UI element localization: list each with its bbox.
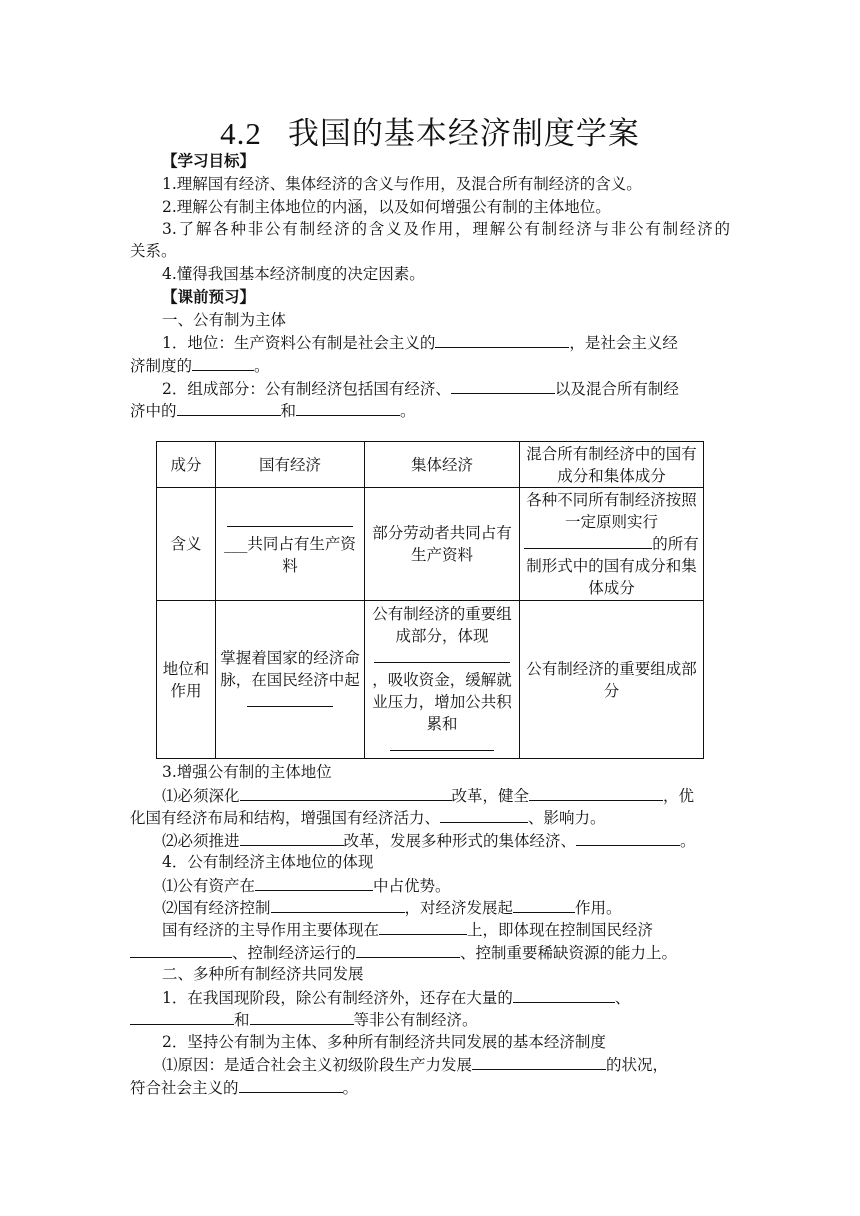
text-line: 济制度的 。 (130, 354, 730, 377)
text-line: ⑵国有经济控制 ，对经济发展起 作用。 (130, 896, 730, 919)
section-heading: 二、多种所有制经济共同发展 (162, 965, 364, 983)
fill-blank[interactable] (271, 896, 405, 913)
table-cell: 掌握着国家的经济命脉，在国民经济中起 (216, 601, 365, 759)
section-heading: 一、公有制为主体 (162, 311, 287, 329)
fill-blank[interactable] (130, 941, 232, 958)
fill-blank[interactable] (227, 512, 353, 527)
fill-blank[interactable] (524, 534, 652, 549)
title-text: 我国的基本经济制度学案 (287, 116, 640, 152)
fill-blank[interactable] (576, 829, 680, 846)
fill-blank[interactable] (472, 1053, 606, 1070)
fill-blank[interactable] (177, 399, 281, 416)
fill-blank[interactable] (374, 648, 510, 663)
text-line: ⑵必须推进 改革，发展多种形式的集体经济、 。 (130, 829, 730, 852)
table-row (157, 601, 704, 759)
fill-blank[interactable] (296, 399, 400, 416)
table-cell: 公有制经济的重要组成部分 (520, 601, 704, 759)
row-label: 地位和作用 (157, 601, 216, 759)
goal-item: 1.理解国有经济、集体经济的含义与作用，及混合所有制经济的含义。 (162, 175, 642, 193)
text-line: ⑴必须深化 改革，健全 ，优 (130, 784, 730, 807)
table-cell: ___共同占有生产资料 (216, 488, 365, 601)
fill-blank[interactable] (239, 1076, 343, 1093)
table-header: 国有经济 (216, 442, 365, 488)
fill-blank[interactable] (390, 736, 494, 751)
fill-blank[interactable] (513, 896, 575, 913)
section-heading: 4．公有制经济主体地位的体现 (162, 853, 374, 871)
preview-heading: 【课前预习】 (162, 287, 256, 306)
table-cell: 公有制经济的重要组成部分，体现 ，吸收资金，缓解就业压力，增加公共积累和 (365, 601, 520, 759)
text-line: 国有经济的主导作用主要体现在 上，即体现在控制国民经济 (130, 918, 730, 941)
goal-item: 关系。 (130, 242, 177, 260)
section-heading: 3.增强公有制的主体地位 (162, 763, 332, 781)
fill-blank[interactable] (240, 784, 452, 801)
fill-blank[interactable] (255, 874, 373, 891)
goals-heading: 【学习目标】 (162, 151, 256, 170)
fill-blank[interactable] (529, 784, 663, 801)
text-line: 2．组成部分：公有制经济包括国有经济、 以及混合所有制经 (130, 377, 730, 400)
row-label: 含义 (157, 488, 216, 601)
fill-blank[interactable] (513, 986, 615, 1003)
fill-blank[interactable] (379, 918, 467, 935)
comparison-table (156, 441, 704, 759)
table-header: 集体经济 (365, 442, 520, 488)
text-line: 济中的 和 。 (130, 399, 730, 422)
goal-item: 3.了解各种非公有制经济的含义及作用，理解公有制经济与非公有制经济的 (162, 220, 730, 238)
fill-blank[interactable] (440, 806, 528, 823)
goal-item: 4.懂得我国基本经济制度的决定因素。 (162, 265, 425, 283)
table-cell: 部分劳动者共同占有生产资料 (365, 488, 520, 601)
document-title (130, 108, 730, 153)
table-row (157, 488, 704, 601)
fill-blank[interactable] (435, 331, 569, 348)
text-line: 1．地位：生产资料公有制是社会主义的 ，是社会主义经 (130, 331, 730, 354)
table-header-row (157, 442, 704, 488)
text-line: 化国有经济布局和结构，增强国有经济活力、 、影响力。 (130, 806, 730, 829)
title-number: 4.2 (220, 116, 262, 151)
table-header: 混合所有制经济中的国有成分和集体成分 (520, 442, 704, 488)
text-line: 符合社会主义的 。 (130, 1076, 730, 1099)
fill-blank[interactable] (356, 941, 460, 958)
text-line: 、控制经济运行的 、控制重要稀缺资源的能力上。 (130, 941, 730, 964)
fill-blank[interactable] (192, 354, 254, 371)
text-line: 2．坚持公有制为主体、多种所有制经济共同发展的基本经济制度 (162, 1033, 606, 1051)
text-line: ⑴原因：是适合社会主义初级阶段生产力发展 的状况， (130, 1053, 730, 1076)
fill-blank[interactable] (250, 1008, 354, 1025)
table-cell: 各种不同所有制经济按照一定原则实行的所有制形式中的国有成分和集体成分 (520, 488, 704, 601)
goal-item: 2.理解公有制主体地位的内涵，以及如何增强公有制的主体地位。 (162, 198, 611, 216)
fill-blank[interactable] (451, 377, 555, 394)
text-line: 1．在我国现阶段，除公有制经济外，还存在大量的 、 (130, 986, 730, 1009)
fill-blank[interactable] (130, 1008, 234, 1025)
fill-blank[interactable] (247, 692, 333, 707)
fill-blank[interactable] (240, 829, 344, 846)
text-line: 和 等非公有制经济。 (130, 1008, 730, 1031)
table-header: 成分 (157, 442, 216, 488)
text-line: ⑴公有资产在 中占优势。 (130, 874, 730, 897)
